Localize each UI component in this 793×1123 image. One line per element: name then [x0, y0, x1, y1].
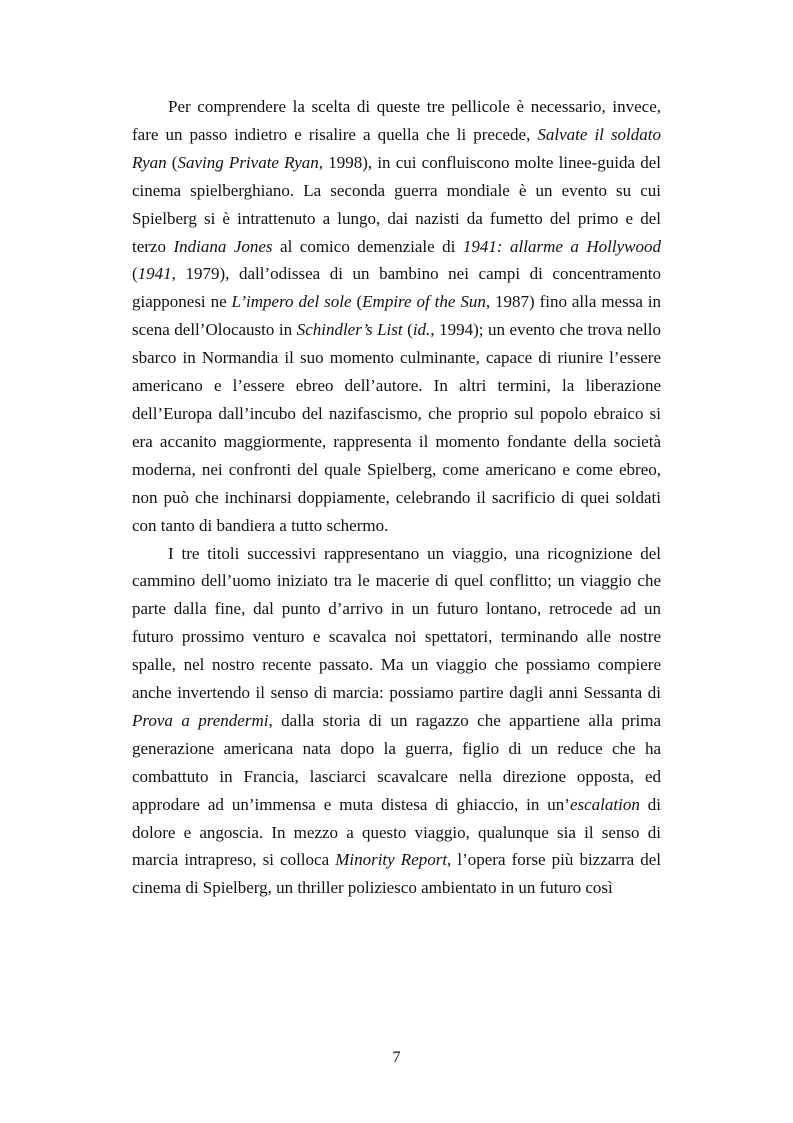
- text-run: , 1979), dall’odissea di un bambino nei campi di concentramento giapponesi ne: [132, 264, 661, 312]
- text-run: , 1987) fino alla messa in scena dell’Olocausto in: [132, 292, 662, 340]
- text-run: , dalla storia di un ragazzo che appartiene alla prima generazione americana nata dopo la guerra, figlio di un reduce che ha combattuto in Francia, lasciarci scavalcare nella direzione opposta, ed approdare ad un’immensa e muta distesa di ghiaccio, in un’: [132, 710, 661, 814]
- text-run: , 1998), in cui confluiscono molte linee-guida del cinema spielberghiano. La seconda guerra mondiale è un evento su cui Spielberg si è intrattenuto a lungo, dai nazisti da fumetto del primo e del terzo: [132, 152, 662, 256]
- text-run: di dolore e angoscia. In mezzo a questo viaggio, qualunque sia il senso di marcia intrapreso, si colloca: [132, 794, 661, 870]
- text-run: (: [132, 264, 138, 284]
- text-run: (: [402, 320, 413, 340]
- text-run: I tre titoli successivi rappresentano un viaggio, una ricognizione del cammino dell’uomo iniziato tra le macerie di quel conflitto; un viaggio che parte dalla fine, dal punto d’arrivo in un futuro lontano, retrocede ad un futuro prossimo venturo e scavalca noi spettatori, terminando alle nostre spalle, nel nostro recente passato. Ma un viaggio che possiamo compiere anche invertendo il senso di marcia: possiamo partire dagli anni Sessanta di: [132, 543, 661, 703]
- italic-title: L’impero del sole: [231, 292, 352, 312]
- italic-title: Indiana Jones: [173, 236, 273, 256]
- italic-title: Schindler’s List: [296, 320, 403, 340]
- text-run: , l’opera forse più bizzarra del cinema di Spielberg, un thriller poliziesco ambientato in un futuro così: [132, 850, 662, 898]
- italic-title: 1941: allarme a Hollywood: [462, 236, 661, 256]
- body-text: [132, 93, 661, 902]
- italic-title: 1941: [137, 264, 172, 284]
- italic-title: Saving Private Ryan: [177, 152, 319, 172]
- text-run: al comico demenziale di: [272, 236, 463, 256]
- italic-title: Empire of the Sun: [362, 292, 486, 312]
- page-number: 7: [392, 1049, 401, 1066]
- text-run: (: [166, 152, 178, 172]
- paragraph: [132, 540, 661, 903]
- italic-title: Salvate il soldato Ryan: [132, 124, 662, 172]
- text-run: (: [351, 292, 363, 312]
- text-run: , 1994); un evento che trova nello sbarco in Normandia il suo momento culminante, capace di riunire l’essere americano e l’essere ebreo dell’autore. In altri termini, la liberazione dell’Europa dall’incubo del nazifascismo, che proprio sul popolo ebraico si era accanito maggiormente, rappresenta il momento fondante della società moderna, nei confronti del quale Spielberg, come americano e come ebreo, non può che inchinarsi doppiamente, celebrando il sacrificio di quei soldati con tanto di bandiera a tutto schermo.: [132, 320, 662, 535]
- italic-title: escalation: [569, 794, 640, 814]
- italic-title: Prova a prendermi: [132, 710, 269, 730]
- italic-title: id.: [412, 320, 431, 340]
- text-run: Per comprendere la scelta di queste tre pellicole è necessario, invece, fare un passo indietro e risalire a quella che li precede,: [132, 97, 661, 144]
- italic-title: Minority Report: [335, 850, 448, 870]
- paragraph: [132, 93, 661, 540]
